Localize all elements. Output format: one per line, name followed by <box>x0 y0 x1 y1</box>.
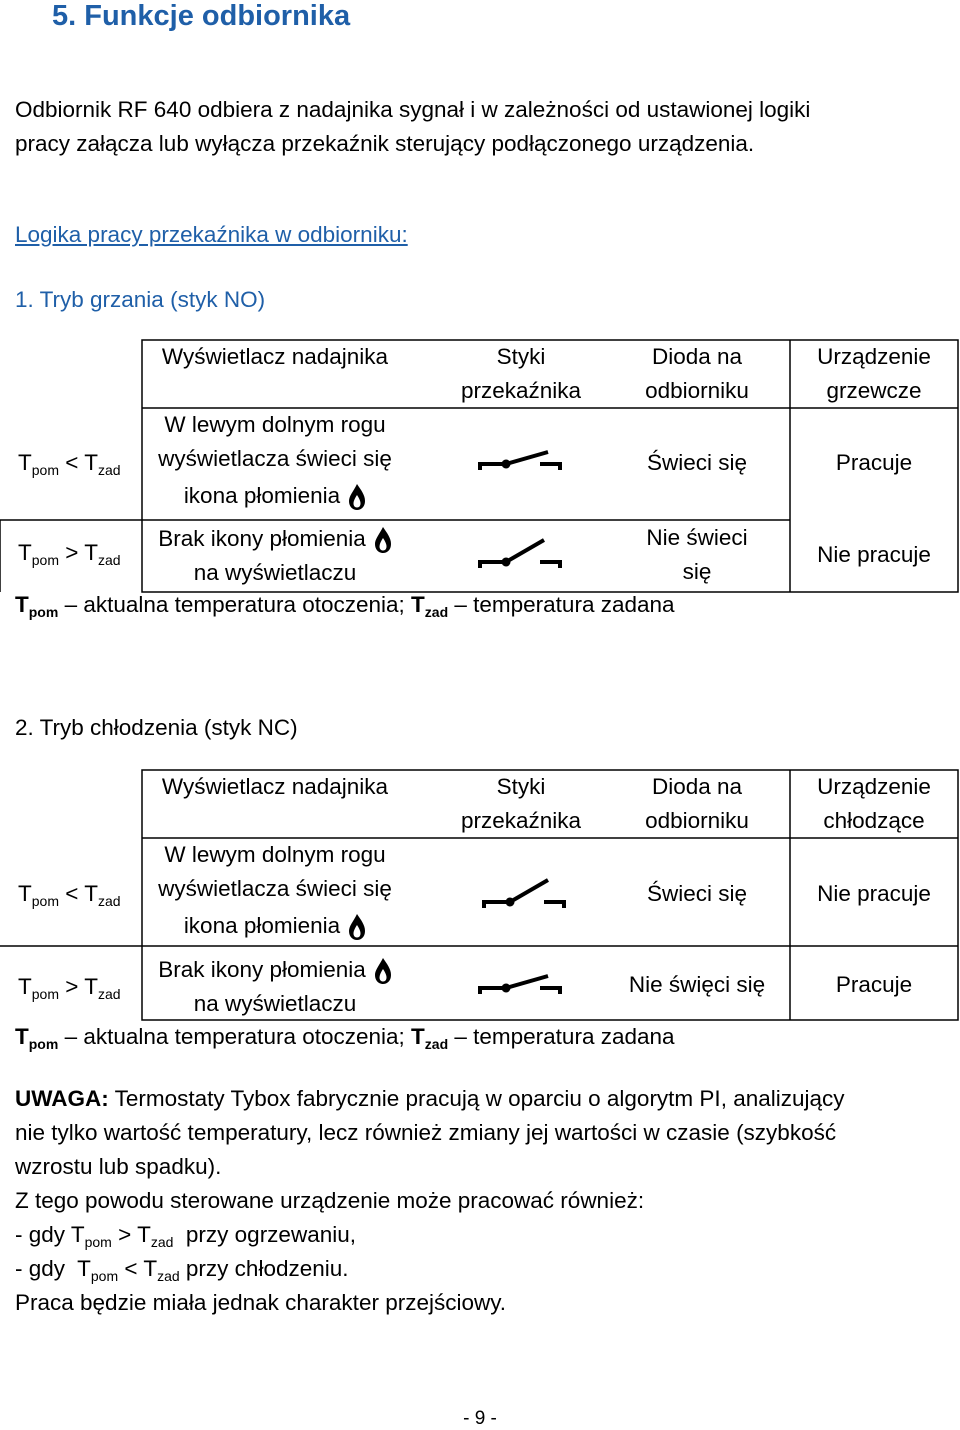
heating-row2-diode: Nie świeci się <box>646 525 748 584</box>
intro-line-2: pracy załącza lub wyłącza przekaźnik sterujący podłączonego urządzenia. <box>15 131 755 156</box>
cooling-row1-display: W lewym dolnym rogu wyświetlacza świeci się ikona płomienia <box>142 838 408 946</box>
relay-closed-icon <box>476 968 564 998</box>
cooling-row1-device: Nie pracuje <box>817 881 931 906</box>
heating-row2-device: Nie pracuje <box>817 542 931 567</box>
heating-mode-title: 1. Tryb grzania (styk NO) <box>15 287 266 312</box>
note-label: UWAGA: <box>15 1086 109 1111</box>
heating-legend: $T_{pom}$ – aktualna temperatura otoczenia; $T_{zad}$ – temperatura zadana <box>15 592 675 620</box>
note-line-4: Z tego powodu sterowane urządzenie może pracować również: <box>15 1188 645 1213</box>
heating-header-display: Wyświetlacz nadajnika <box>161 344 389 369</box>
note-line-1: UWAGA: Termostaty Tybox fabrycznie pracują w oparciu o algorytm PI, analizujący <box>15 1086 845 1111</box>
cooling-row2-diode: Nie święci się <box>628 972 766 997</box>
section-title: 5. Funkcje odbiornika <box>52 0 351 32</box>
heating-row2-condition: $T_{pom} > T_{zad}$ <box>18 540 121 568</box>
heating-row1-diode: Świeci się <box>646 450 748 475</box>
note-line-2: nie tylko wartość temperatury, lecz również zmiany jej wartości w czasie (szybkość <box>15 1120 837 1145</box>
flame-icon <box>348 483 366 511</box>
heating-header-device: Urządzenie grzewcze <box>817 344 931 403</box>
note-line-3: wzrostu lub spadku). <box>15 1154 222 1179</box>
heating-row1-display: W lewym dolnym rogu wyświetlacza świeci się ikona płomienia <box>142 408 408 516</box>
cooling-row2-condition: $T_{pom} > T_{zad}$ <box>18 974 121 1002</box>
cooling-legend: $T_{pom}$ – aktualna temperatura otoczenia; $T_{zad}$ – temperatura zadana <box>15 1024 675 1052</box>
cooling-mode-title: 2. Tryb chłodzenia (styk NC) <box>15 715 298 740</box>
note-line-5: Praca będzie miała jednak charakter przejściowy. <box>15 1290 507 1315</box>
relay-open-icon <box>476 536 564 572</box>
cooling-header-contacts: Styki przekaźnika <box>460 774 582 833</box>
page-number: - 9 - <box>463 1408 497 1429</box>
heating-header-contacts: Styki przekaźnika <box>460 344 582 403</box>
heating-header-diode: Dioda na odbiorniku <box>645 344 749 403</box>
note-bullet-heating: - gdy $T_{pom} > T_{zad}$ przy ogrzewaniu, <box>15 1222 356 1250</box>
cooling-row2-display: Brak ikony płomienia na wyświetlaczu <box>142 953 408 1021</box>
heating-row1-condition: $T_{pom} < T_{zad}$ <box>18 450 121 478</box>
heating-row1-device: Pracuje <box>835 450 913 475</box>
cooling-row1-diode: Świeci się <box>646 881 748 906</box>
cooling-row1-condition: $T_{pom} < T_{zad}$ <box>18 881 121 909</box>
flame-icon <box>374 957 392 985</box>
cooling-header-device: Urządzenie chłodzące <box>817 774 931 833</box>
cooling-header-diode: Dioda na odbiorniku <box>645 774 749 833</box>
cooling-row2-device: Pracuje <box>835 972 913 997</box>
intro-line-1: Odbiornik RF 640 odbiera z nadajnika sygnał i w zależności od ustawionej logiki <box>15 97 811 122</box>
relay-closed-icon <box>476 444 564 474</box>
cooling-header-display: Wyświetlacz nadajnika <box>161 774 389 799</box>
note-bullet-cooling: - gdy $T_{pom} < T_{zad}$ przy chłodzeniu. <box>15 1256 349 1284</box>
relay-open-icon <box>480 876 568 912</box>
heating-row2-display: Brak ikony płomienia na wyświetlaczu <box>142 522 408 590</box>
flame-icon <box>348 913 366 941</box>
flame-icon <box>374 526 392 554</box>
logic-heading: Logika pracy przekaźnika w odbiorniku: <box>15 222 408 247</box>
